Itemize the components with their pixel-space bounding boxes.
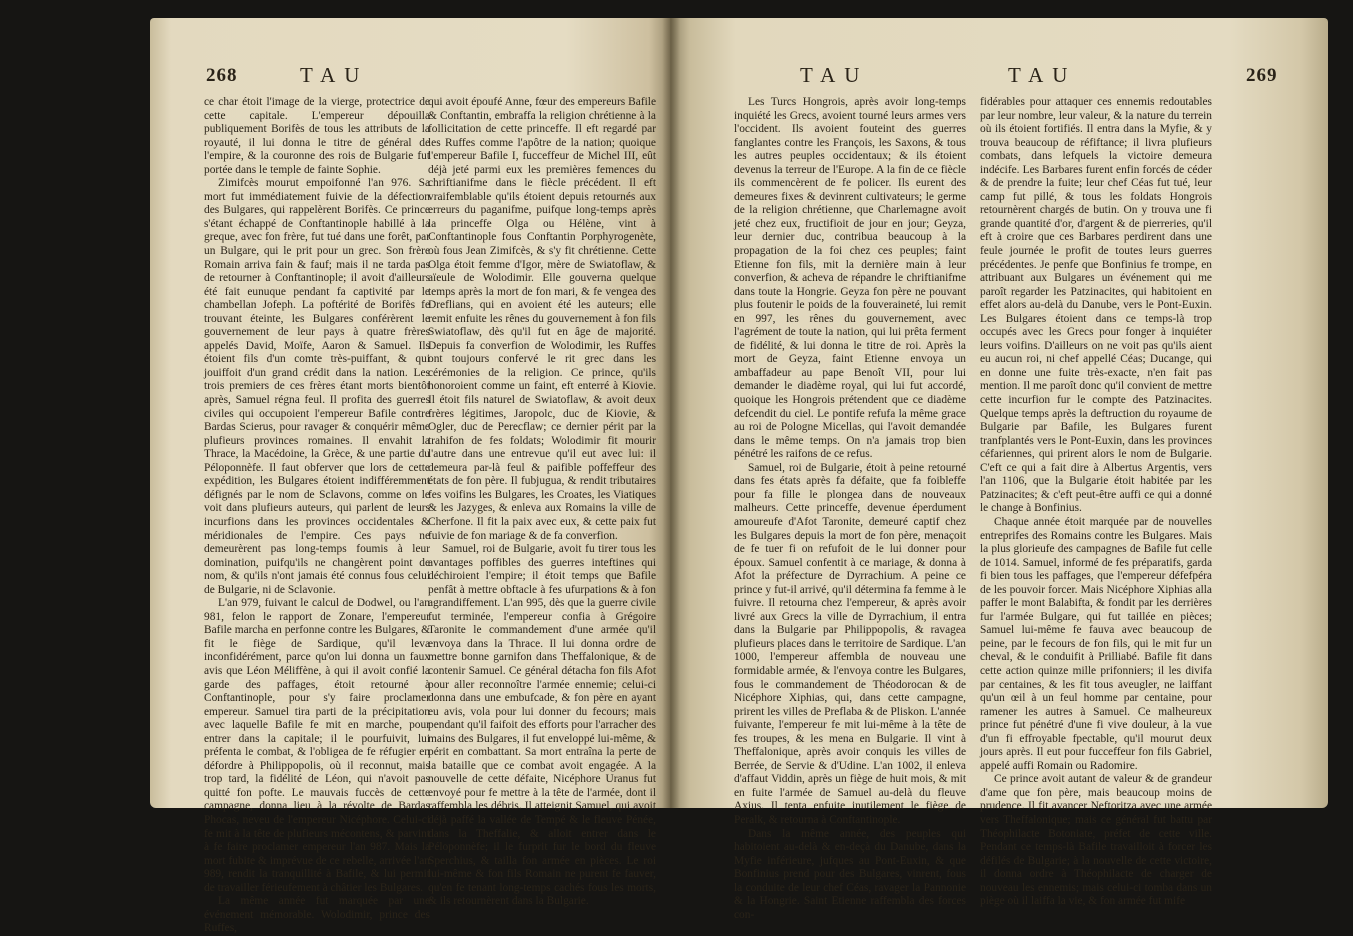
paragraph: fidérables pour attaquer ces ennemis redoutables par leur nombre, leur valeur, & la nature du terrein où ils étoient fortifiés. Il entra dans la Myfie, & y trouva beaucoup de réfiftance; il livra plufieurs combats, dans lefquels la victoire demeura indécife. Les Barbares furent enfin forcés de céder & de prendre la fuite; leur chef Céas fut tué, leur camp fut pillé, & tous les foldats Hongrois retournèrent chargés de butin. On y trouva une fi grande quantité d'or, d'argent & de pierreries, qu'il eft à croire que ces Barbares perdirent dans une feule journée le profit de toutes leurs guerres précédentes. Je penfe que Bonfinius fe trompe, en attribuant aux Bulgares un événement qui me paroît regarder les Patzinacites, qui habitoient en effet alors au-delà du Danube, vers le Pont-Euxin. Les Bulgares étoient dans ce temps-là trop occupés avec les Grecs pour fonger à inquiéter leurs voifins. D'ailleurs on ne voit pas qu'ils aient eu aucun roi, ni chef appellé Céas; Ducange, qui en donne une fuite très-exacte, n'en fait pas mention. Il me paroît donc qu'il convient de mettre cette incurfion fur le compte des Patzinacites. Quelque temps après la deftruction du royaume de Bulgarie par Bafile, les Bulgares furent tranfplantés vers le Pont-Euxin, dans les provinces céfariennes, qui prirent alors le nom de Bulgarie. C'eft ce qui a fait dire à Albertus Argentis, vers l'an 1106, que la Bulgarie étoit habitée par les Patzinacites; & c'eft peut-être auffi ce qui a donné le change à Bonfinius. xyxy=(980,96,1212,515)
text-column-2 xyxy=(428,96,656,908)
paragraph: Ce prince avoit autant de valeur & de grandeur d'ame que fon père, mais beaucoup moins de prudence. Il fit avancer Neftoritza avec une armée vers Theffalonique; mais ce général fut battu par Théophilacte Botoniate, préfet de cette ville. Pendant ce temps-là Bafile travailloit à forcer les défilés de Bulgarie; à la nouvelle de cette victoire, il donna ordre à Théophilacte de charger de nouveau les ennemis; mais celui-ci tomba dans un piège où il laiffa la vie, & fon armée fut mife xyxy=(980,773,1212,908)
paragraph: ce char étoit l'image de la vierge, protectrice de cette capitale. L'empereur dépouilla publiquement Borifès de tous les attributs de la royauté, il lui donna le titre de général de l'empire, & la couronne des rois de Bulgarie fut portée dans le temple de fainte Sophie. xyxy=(204,96,430,176)
right-page xyxy=(670,18,1328,921)
left-page xyxy=(150,18,670,935)
paragraph: L'an 979, fuivant le calcul de Dodwel, ou l'an 981, felon le rapport de Zonare, l'empereur Bafile marcha en perfonne contre les Bulgares, & fit le fiège de Sardique, qu'il leva inconfidérément, parce qu'on lui donna un faux avis que Léon Méliffène, à qui il avoit confié la garde des paffages, étoit retourné à Conftantinople, pour s'y faire proclamer empereur. Samuel tira parti de la précipitation avec laquelle Bafile fe mit en marche, pour entrer dans la capitale; il le pourfuivit, lui préfenta le combat, & l'obligea de fe réfugier en défordre à Philippopolis, où il reconnut, mais trop tard, la fidélité de Léon, qui n'avoit pas quitté fon pofte. Le mauvais fuccès de cette campagne, donna lieu à la révolte de Bardas Phocas, neveu de l'empereur Nicéphore. Celui-ci fe mit à la tête de plufieurs mécontens, & parvint à fe faire proclamer empereur l'an 987. Mais la mort fubite & imprévue de ce rebelle, arrivée l'an 989, rendit la tranquillité à Bafile, & lui permit de travailler férieufement à châtier les Bulgares. xyxy=(204,597,430,894)
paragraph: Dans la même année, des peuples qui habitoient au-delà & en-deçà du Danube, dans la Myfie inférieure, jufques au Pont-Euxin, & que Bonfinius prend pour des Bulgares, vinrent, fous la conduite de leur chef Céas, ravager la Pannonie & la Hongrie. Saint Etienne raffembla des forces con- xyxy=(734,827,966,921)
paragraph: Samuel, roi de Bulgarie, étoit à peine retourné dans fes états après fa défaite, que fa foibleffe pour fa fille le plongea dans de nouveaux malheurs. Cette princeffe, devenue éperdument amoureufe d'Afot Taronite, demeuré captif chez les Bulgares depuis la mort de fon père, menaçoit de fe tuer fi on refufoit de le lui donner pour époux. Samuel confentit à ce mariage, & donna à Afot la préfecture de Dyrrachium. A peine ce prince y fut-il arrivé, qu'il détermina fa femme à le fuivre. Il retourna chez l'empereur, & après avoir livré aux Grecs la ville de Dyrrachium, il entra dans la Bulgarie par Philippopolis, & ravagea plufieurs places dans le territoire de Sardique. L'an 1000, l'empereur affembla de nouveau une formidable armée, & l'envoya contre les Bulgares, fous le commandement de Théodorocan & de Nicéphore Xiphias, qui, dans cette campagne, prirent les villes de Preflaba & de Pliskon. L'année fuivante, l'empereur fe mit lui-même à la tête de fes troupes, & les mena en Bulgarie. Il vint à Theffalonique, après avoir conquis les villes de Berrée, de Servie & d'Udine. L'an 1002, il enleva d'affaut Viddin, après un fiège de huit mois, & mit en fuite l'armée de Samuel au-delà du fleuve Axius. Il tenta enfuite inutilement le fiège de Peralk, & retourna à Conftantinople. xyxy=(734,461,966,826)
paragraph: Les Turcs Hongrois, après avoir long-temps inquiété les Grecs, avoient tourné leurs armes vers l'occident. Ils avoient fouteint des guerres fanglantes contre les François, les Saxons, & tous les autres peuples occidentaux; & ils étoient devenus la terreur de l'Europe. A la fin de ce fiècle ils commencèrent de fe policer. Ils eurent des demeures fixes & devinrent cultivateurs; le germe de la religion chrétienne, que Charlemagne avoit jeté chez eux, fructifioit de jour en jour; Geyza, leur dernier duc, contribua beaucoup à la propagation de la foi chez ces peuples; faint Etienne fon fils, mit la dernière main à leur converfion, & acheva de répandre le chriftianifme dans toute la Hongrie. Geyza fon père ne pouvant plus foutenir le poids de la fouveraineté, lui remit en 997, les rênes du gouvernement, avec l'agrément de toute la nation, qui lui prêta ferment de fidélité, & lui donna le titre de roi. Après la mort de Geyza, faint Etienne envoya un ambaffadeur au pape Benoît VII, pour lui demander le diadème royal, qui lui fut accordé, quoique les Hongrois prétendent que ce diadème defcendit du ciel. Le pontife refufa la même grace au roi de Pologne Micellas, qui l'avoit demandée dans le même temps. On n'a jamais trop bien pénétré les raifons de ce refus. xyxy=(734,96,966,461)
paragraph: Chaque année étoit marquée par de nouvelles entreprifes des Romains contre les Bulgares. Mais la plus glorieufe des campagnes de Bafile fut celle de 1014. Samuel, informé de fes préparatifs, garda fi bien tous les paffages, que l'empereur défefpéra de les pouvoir forcer. Mais Nicéphore Xiphias alla paffer le mont Balabifta, & fondit par les derrières fur l'armée Bulgare, qui fut taillée en pièces; Samuel lui-même fe fauva avec beaucoup de peine, par le fecours de fon fils, qui le mit fur un cheval, & le conduifit à Prilliabé. Bafile fit dans cette action quinze mille prifonniers; il les divifa par centaines, & les fit tous aveugler, ne laiffant qu'un œil à un feul homme par centaine, pour ramener les autres à Samuel. Ce malheureux prince fut pénétré d'une fi vive douleur, à la vue d'un fi effroyable fpectable, qu'il mourut deux jours après. Il eut pour fucceffeur fon fils Gabriel, appelé auffi Romain ou Radomire. xyxy=(980,515,1212,772)
running-head: TAU xyxy=(800,63,869,87)
text-column-1 xyxy=(734,96,966,921)
book-gutter xyxy=(662,18,680,808)
paragraph: qui avoit époufé Anne, fœur des empereurs Bafile & Conftantin, embraffa la religion chrétienne à la follicitation de cette princeffe. Il eft regardé par les Ruffes comme l'apôtre de la nation; quoique l'empereur Bafile I, fucceffeur de Michel III, eût déjà jeté parmi eux les premières femences du chriftianifme dans le fiècle précédent. Il eft vraifemblable qu'ils étoient depuis retournés aux erreurs du paganifme, puifque long-temps après la princeffe Olga ou Hélène, vint à Conftantinople fous Conftantin Porphyrogenète, où fous Jean Zimifcès, & s'y fit chrétienne. Cette Olga étoit femme d'Igor, mère de Swiatoflaw, & aïeule de Wolodimir. Elle gouverna quelque temps après la mort de fon mari, & fe vengea des Dreflians, qui en avoient été les auteurs; elle remit enfuite les rênes du gouvernement à fon fils Swiatoflaw, dès qu'il fut en âge de majorité. Depuis fa converfion de Wolodimir, les Ruffes ont toujours confervé le rit grec dans les cérémonies de la religion. Ce prince, qu'ils honoroient comme un faint, eft enterré à Kiovie. Il étoit fils naturel de Swiatoflaw, & avoit deux frères légitimes, Jaropolc, duc de Kiovie, & Ogler, duc de Perecflaw; ce dernier périt par la trahifon de fes foldats; Wolodimir fit mourir l'autre dans une entrevue qu'il eut avec lui: il demeura par-là feul & paifible poffeffeur des états de fon père. Il fubjugua, & rendit tributaires fes voifins les Bulgares, les Croates, les Viatiques & les Jazyges, & enleva aux Romains la ville de Cherfone. Il fit la paix avec eux, & cette paix fut fuivie de fon mariage & de fa converfion. xyxy=(428,96,656,542)
page-number: 268 xyxy=(206,65,238,86)
running-head: TAU xyxy=(300,63,369,87)
open-book xyxy=(150,8,1338,935)
paragraph: Samuel, roi de Bulgarie, avoit fu tirer tous les avantages poffibles des guerres inteftines qui déchiroient l'empire; il étoit temps que Bafile penfât à mettre obftacle à fes ufurpations & à fon agrandiffement. L'an 995, dès que la guerre civile fut terminée, l'empereur confia à Grégoire Taronite le commandement d'une armée qu'il envoya dans la Thrace. Il lui donna ordre de mettre bonne garnifon dans Theffalonique, & de contenir Samuel. Ce général détacha fon fils Afot pour aller reconnoître l'armée ennemie; celui-ci donna dans une embufcade, & fon père en ayant eu avis, vola pour lui donner du fecours; mais pendant qu'il faifoit des efforts pour l'arracher des mains des Bulgares, il fut enveloppé lui-même, & périt en combattant. Sa mort entraîna la perte de la bataille que ce combat avoit engagée. A la nouvelle de cette défaite, Nicéphore Uranus fut envoyé pour fe mettre à la tête de l'armée, dont il raffembla les débris. Il atteignit Samuel, qui avoit déjà paffé la vallée de Tempé & le fleuve Pénée, dans la Theffalie, & alloit entrer dans le Péloponnèfe; il le furprit fur le bord du fleuve Sperchius, & tailla fon armée en pièces. Le roi lui-même & fon fils Romain ne purent fe fauver, qu'en fe tenant long-temps cachés fous les morts, & ils retournèrent dans la Bulgarie. xyxy=(428,543,656,908)
text-column-1 xyxy=(204,96,430,935)
paragraph: La même année fut marquée par une événement mémorable. Wolodimir, prince des Ruffes, xyxy=(204,895,430,935)
running-head: TAU xyxy=(1008,63,1077,87)
text-column-2 xyxy=(980,96,1212,908)
paragraph: Zimifcès mourut empoifonné l'an 976. Sa mort fut immédiatement fuivie de la défection des Bulgares, qui rappelèrent Borifès. Ce prince s'étant échappé de Conftantinople habillé à la greque, avec fon frère, fut tué dans une forêt, par un Bulgare, qui le prit pour un grec. Son frère Romain arriva fain & fauf; mais il ne tarda pas de retourner à Conftantinople; il avoit d'ailleurs été fait eunuque pendant fa captivité par le chambellan Jofeph. La poftérité de Borifès fe trouvant éteinte, les Bulgares conférèrent le gouvernement de leur pays à quatre frères appelés David, Moïfe, Aaron & Samuel. Ils étoient fils d'un comte très-puiffant, & qui jouiffoit d'un grand crédit dans la nation. Les trois premiers de ces frères étant morts bientôt après, Samuel régna feul. Il profita des guerres civiles qui occupoient l'empereur Bafile contre Bardas Scierus, pour ravager & conquérir même plufieurs provinces romaines. Il envahit la Thrace, la Macédoine, la Grèce, & une partie du Péloponnèfe. Il faut obferver que lors de cette expédition, les Bulgares étoient indifféremment défignés par le nom de Sclavons, comme on le voit dans plufieurs auteurs, qui parlent de leurs incurfions dans les provinces occidentales & méridionales de l'empire. Ces pays ne demeurèrent pas long-temps foumis à leur domination, puifqu'ils ne changèrent point de nom, & qu'ils n'ont jamais été connus fous celui de Bulgarie, ni de Sclavonie. xyxy=(204,177,430,596)
page-number: 269 xyxy=(1246,65,1278,86)
